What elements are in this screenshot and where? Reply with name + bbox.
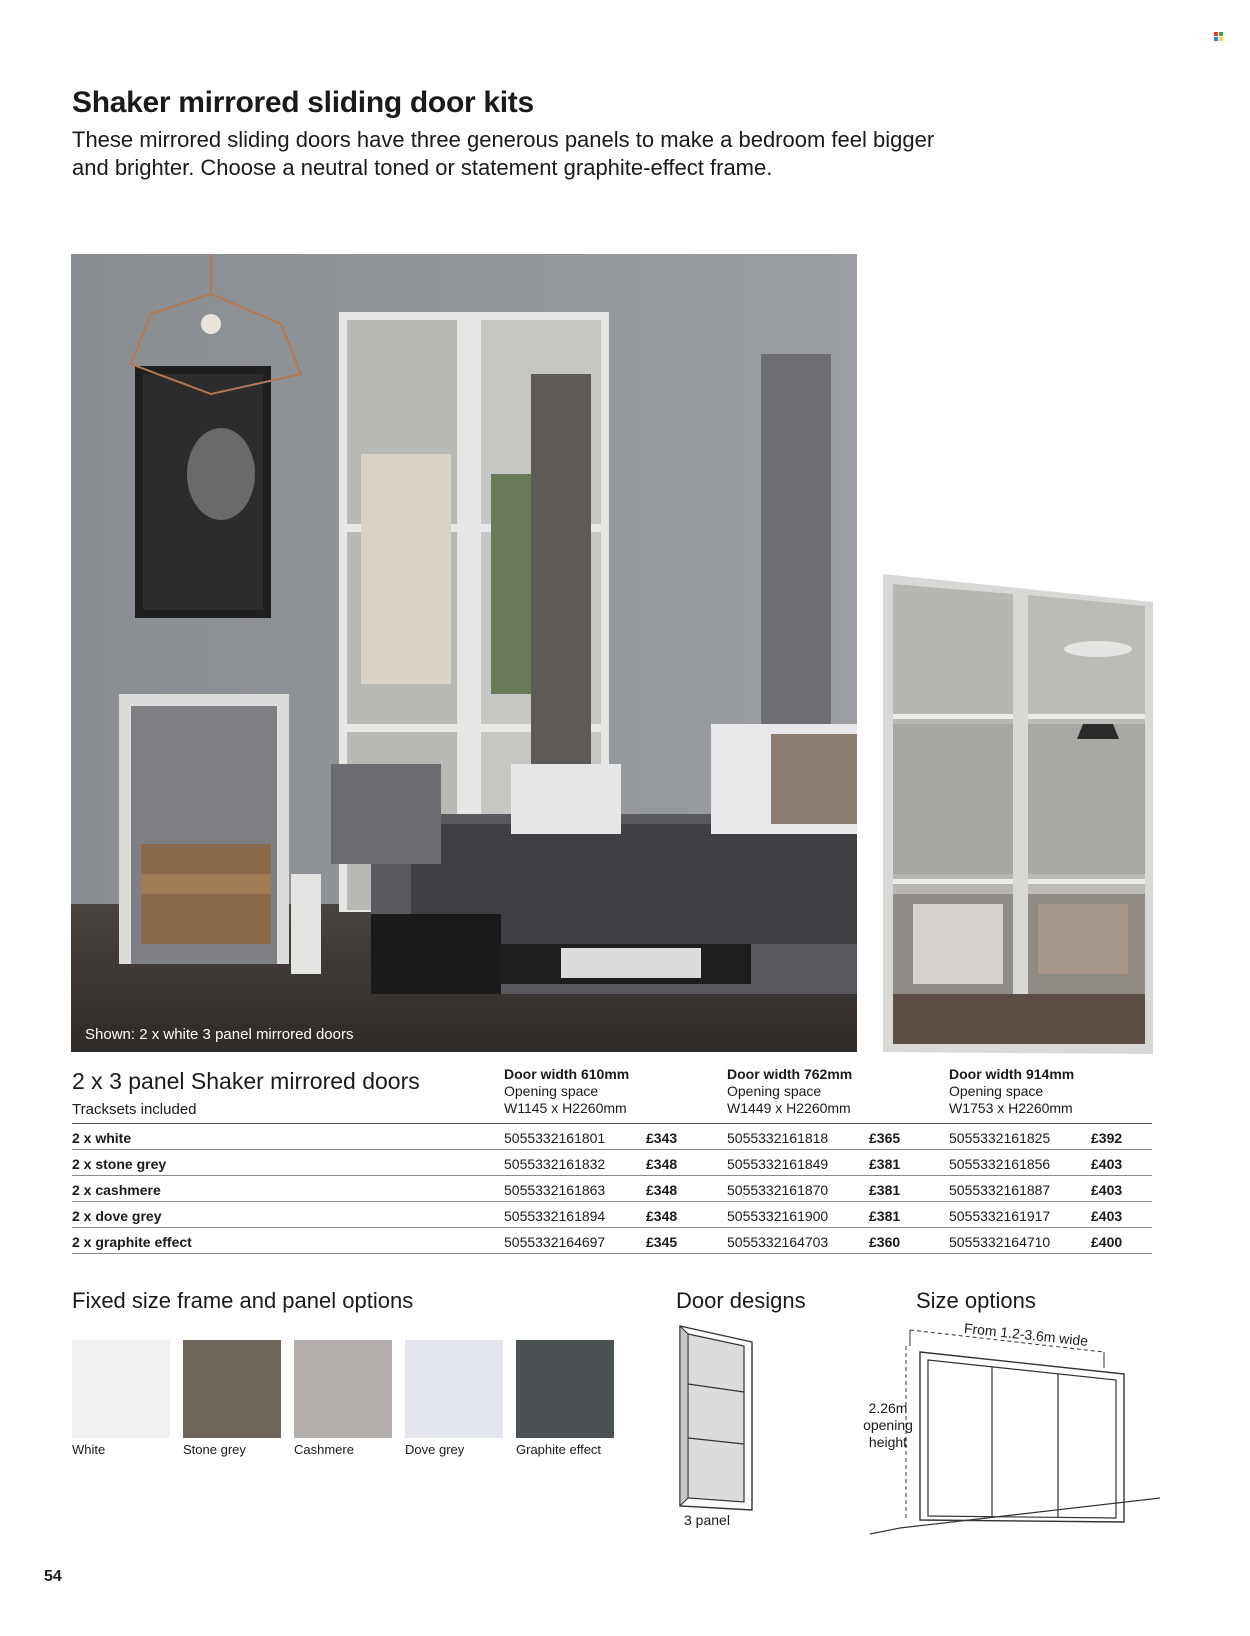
product-code: 5055332161801 [504, 1130, 606, 1146]
swatch-dove-grey [405, 1340, 503, 1438]
row-name: 2 x dove grey [72, 1208, 162, 1224]
product-code: 5055332161870 [727, 1182, 829, 1198]
product-price: £381 [869, 1182, 901, 1198]
product-code: 5055332164697 [504, 1234, 606, 1250]
product-price: £348 [646, 1182, 678, 1198]
column-header-762 [727, 1066, 852, 1117]
product-code: 5055332164710 [949, 1234, 1051, 1250]
product-price: £403 [1091, 1208, 1123, 1224]
size-options-heading: Size options [916, 1288, 1036, 1313]
product-code: 5055332161825 [949, 1130, 1051, 1146]
product-subheading: Tracksets included [72, 1101, 197, 1118]
swatch-label: Graphite effect [516, 1442, 602, 1457]
product-price: £348 [646, 1156, 678, 1172]
size-height-value: 2.26m [868, 1400, 908, 1416]
table-row [72, 1202, 1152, 1228]
column-header-914 [949, 1066, 1074, 1117]
product-price: £403 [1091, 1156, 1123, 1172]
product-price: £403 [1091, 1182, 1123, 1198]
product-code: 5055332161832 [504, 1156, 606, 1172]
product-price: £348 [646, 1208, 678, 1224]
product-price: £392 [1091, 1130, 1123, 1146]
product-code: 5055332161900 [727, 1208, 829, 1224]
product-code: 5055332161887 [949, 1182, 1051, 1198]
product-heading: 2 x 3 panel Shaker mirrored doors [72, 1068, 420, 1094]
column-space-label: Opening space [949, 1083, 1044, 1099]
product-code: 5055332164703 [727, 1234, 829, 1250]
swatch-label: Stone grey [183, 1442, 246, 1457]
product-code: 5055332161818 [727, 1130, 829, 1146]
size-height-word: opening [863, 1417, 913, 1433]
swatch-graphite-effect [516, 1340, 614, 1438]
product-price: £365 [869, 1130, 901, 1146]
product-price: £345 [646, 1234, 678, 1250]
column-width: Door width 914mm [949, 1066, 1075, 1082]
column-space-label: Opening space [727, 1083, 822, 1099]
column-width: Door width 762mm [727, 1066, 853, 1082]
column-space: W1449 x H2260mm [727, 1100, 851, 1116]
corner-logo-mark [1214, 32, 1224, 42]
frame-options-heading: Fixed size frame and panel options [72, 1288, 414, 1313]
product-code: 5055332161863 [504, 1182, 606, 1198]
size-height-word: height [868, 1434, 908, 1450]
column-space: W1145 x H2260mm [504, 1100, 627, 1116]
product-price: £400 [1091, 1234, 1123, 1250]
door-product-photo [883, 574, 1153, 1054]
column-space-label: Opening space [504, 1083, 599, 1099]
door-design-diagram [670, 1322, 770, 1518]
table-row [72, 1150, 1152, 1176]
table-row [72, 1124, 1152, 1150]
table-row [72, 1176, 1152, 1202]
row-name: 2 x stone grey [72, 1156, 167, 1172]
bedroom-illustration [71, 254, 857, 1052]
column-width: Door width 610mm [504, 1066, 630, 1082]
product-code: 5055332161917 [949, 1208, 1051, 1224]
intro-paragraph: These mirrored sliding doors have three generous panels to make a bedroom feel bigger and brighter. Choose a neutral toned or statement graphite-effect frame. [72, 127, 935, 180]
column-header-610 [504, 1066, 629, 1117]
row-name: 2 x white [72, 1130, 132, 1146]
swatch-label: White [72, 1442, 106, 1457]
swatch-white [72, 1340, 170, 1438]
table-row [72, 1228, 1152, 1254]
product-price: £360 [869, 1234, 901, 1250]
product-price: £343 [646, 1130, 678, 1146]
swatch-label: Cashmere [294, 1442, 354, 1457]
product-table [72, 1123, 1152, 1254]
product-code: 5055332161894 [504, 1208, 606, 1224]
door-illustration [883, 574, 1153, 1054]
product-code: 5055332161856 [949, 1156, 1051, 1172]
size-width-label: From 1.2-3.6m wide [963, 1320, 1089, 1349]
row-name: 2 x cashmere [72, 1182, 161, 1198]
door-design-label: 3 panel [684, 1512, 730, 1528]
page-title: Shaker mirrored sliding door kits [72, 86, 534, 119]
door-designs-heading: Door designs [676, 1288, 806, 1313]
product-price: £381 [869, 1156, 901, 1172]
photo-caption: Shown: 2 x white 3 panel mirrored doors [85, 1026, 354, 1043]
row-name: 2 x graphite effect [72, 1234, 192, 1250]
size-height-label [848, 1400, 928, 1451]
product-code: 5055332161849 [727, 1156, 829, 1172]
swatch-cashmere [294, 1340, 392, 1438]
product-price: £381 [869, 1208, 901, 1224]
swatch-stone-grey [183, 1340, 281, 1438]
bedroom-photo [71, 254, 857, 1052]
page-number: 54 [44, 1568, 62, 1585]
swatch-label: Dove grey [405, 1442, 465, 1457]
column-space: W1753 x H2260mm [949, 1100, 1073, 1116]
